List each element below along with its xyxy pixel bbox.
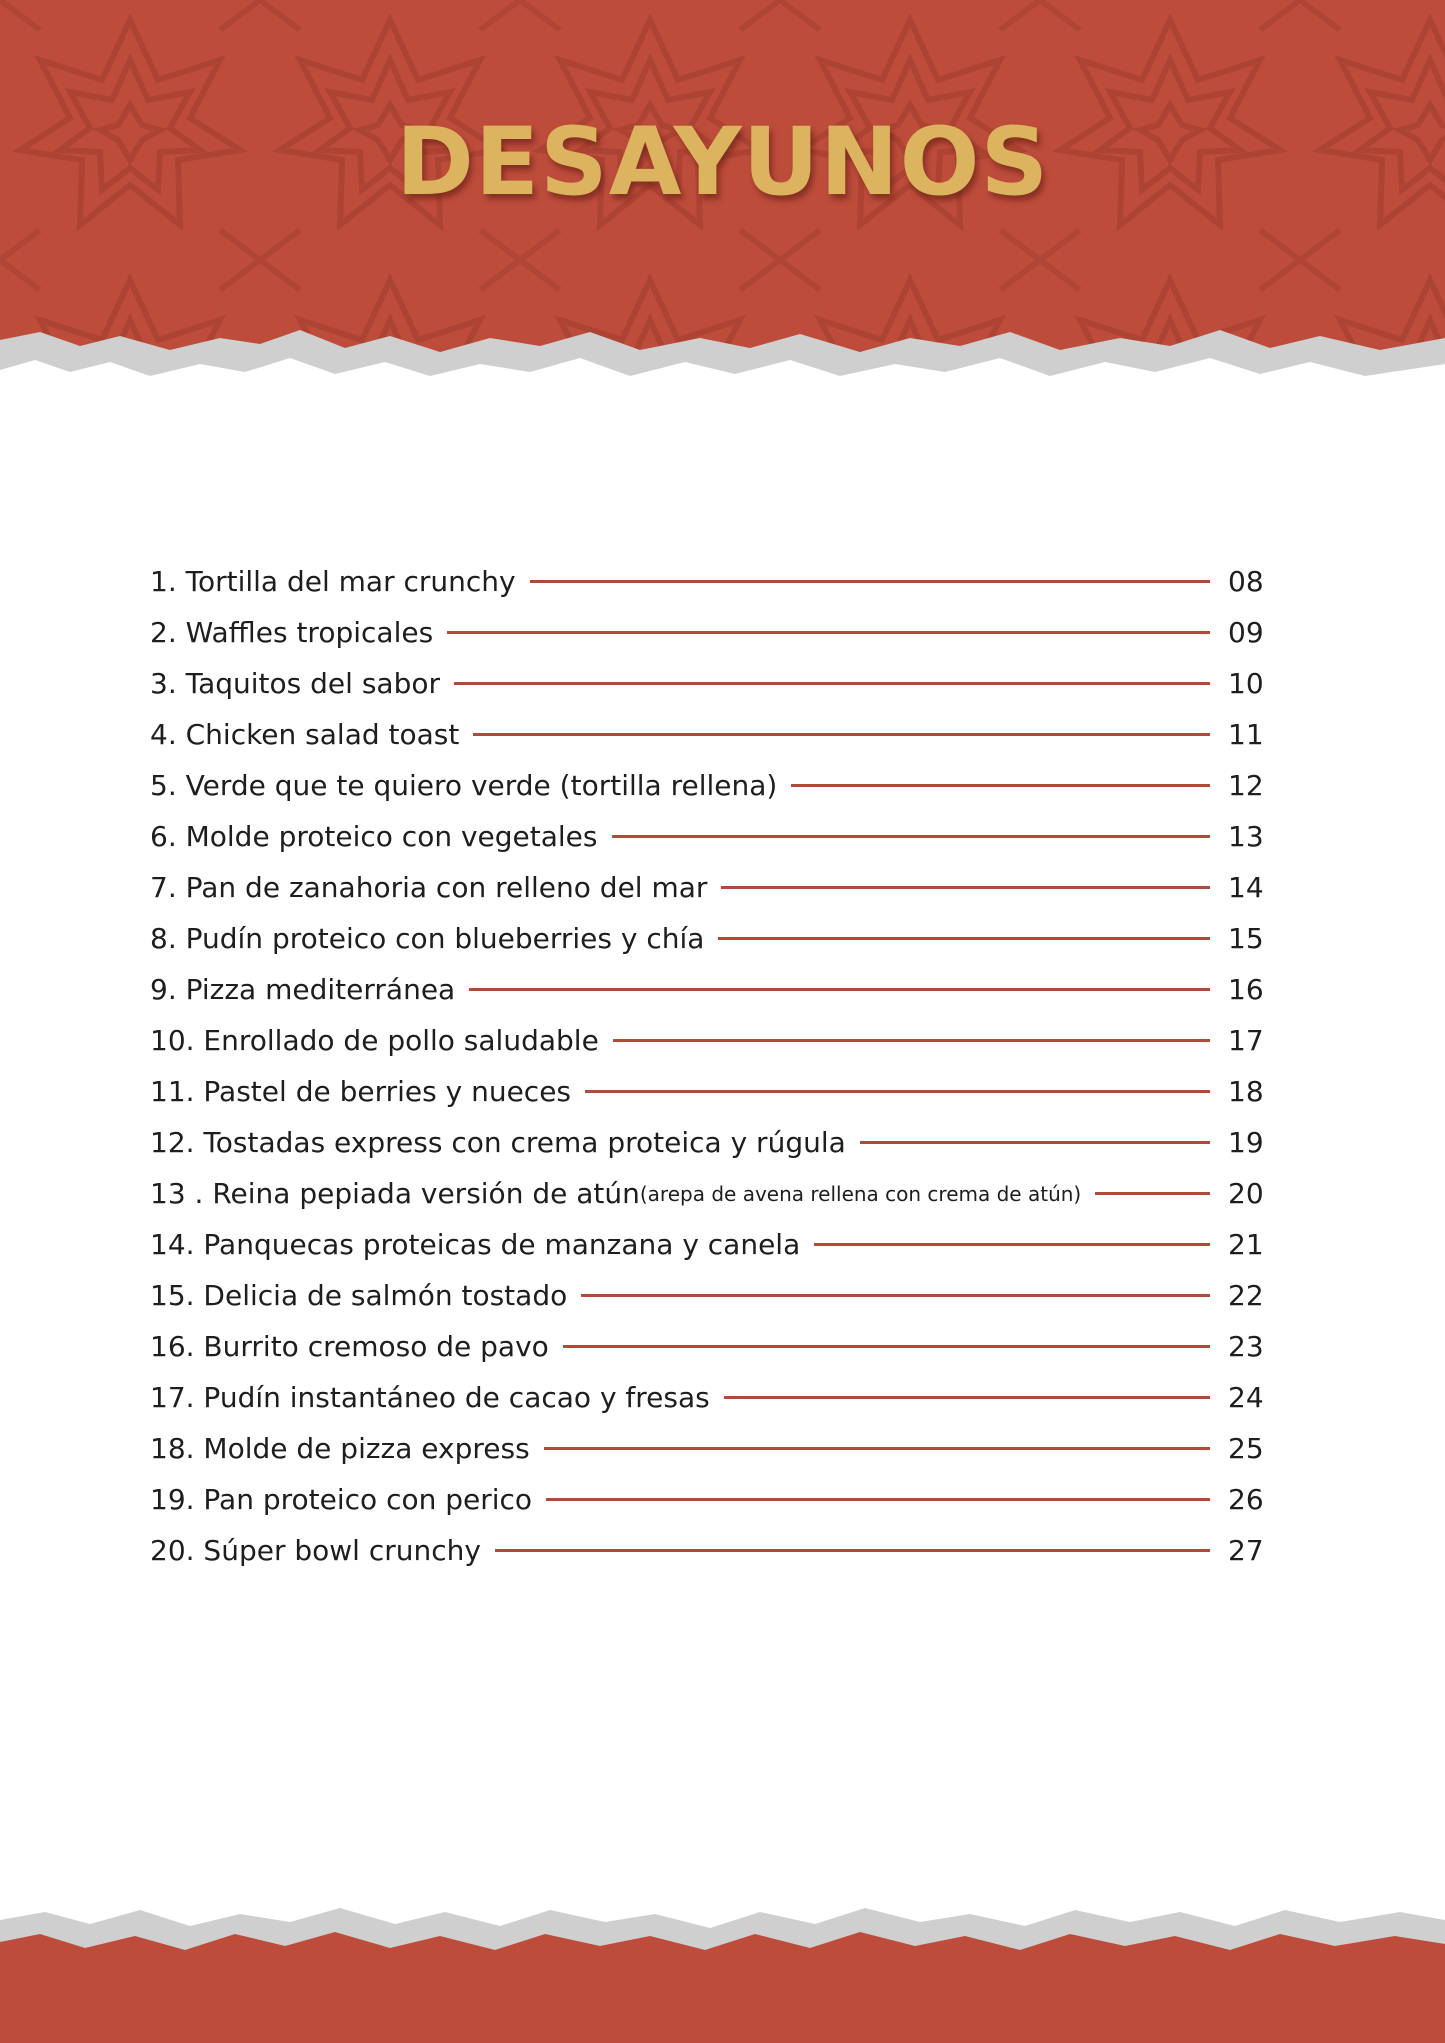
toc-entry-title: 1. Tortilla del mar crunchy <box>150 565 516 598</box>
toc-entry-title: 14. Panquecas proteicas de manzana y canela <box>150 1228 801 1261</box>
toc-entry-title: 5. Verde que te quiero verde (tortilla rellena) <box>150 769 778 802</box>
toc-page-number: 21 <box>1228 1228 1264 1261</box>
toc-entry-title: 19. Pan proteico con perico <box>150 1483 533 1516</box>
toc-leader-line <box>860 1141 1210 1144</box>
toc-leader-line <box>1095 1192 1210 1195</box>
toc-entry-title: 10. Enrollado de pollo saludable <box>150 1024 599 1057</box>
toc-leader-line <box>724 1396 1210 1399</box>
toc-entry-title: 7. Pan de zanahoria con relleno del mar <box>150 871 708 904</box>
toc-page-number: 13 <box>1228 820 1264 853</box>
toc-entry[interactable] <box>150 709 1280 760</box>
footer-banner <box>0 1890 1445 2043</box>
toc-leader-line <box>447 631 1210 634</box>
toc-entry-title: 12. Tostadas express con crema proteica y rúgula <box>150 1126 846 1159</box>
toc-leader-line <box>454 682 1210 685</box>
toc-entry[interactable] <box>150 1117 1280 1168</box>
toc-entry-note: (arepa de avena rellena con crema de atún) <box>639 1181 1082 1206</box>
toc-entry[interactable] <box>150 607 1280 658</box>
toc-entry-title: 20. Súper bowl crunchy <box>150 1534 481 1567</box>
toc-page-number: 12 <box>1228 769 1264 802</box>
toc-entry-title: 17. Pudín instantáneo de cacao y fresas <box>150 1381 710 1414</box>
toc-entry-title: 13 . Reina pepiada versión de atún <box>150 1177 640 1210</box>
toc-entry[interactable] <box>150 913 1280 964</box>
toc-page-number: 22 <box>1228 1279 1264 1312</box>
toc-page-number: 17 <box>1228 1024 1264 1057</box>
toc-page-number: 19 <box>1228 1126 1264 1159</box>
toc-entry-title: 8. Pudín proteico con blueberries y chía <box>150 922 705 955</box>
toc-entry[interactable] <box>150 1372 1280 1423</box>
toc-leader-line <box>718 937 1210 940</box>
toc-entry[interactable] <box>150 964 1280 1015</box>
toc-leader-line <box>546 1498 1210 1501</box>
toc-page-number: 09 <box>1228 616 1264 649</box>
footer-torn-edge <box>0 1890 1445 2043</box>
toc-entry-title: 4. Chicken salad toast <box>150 718 460 751</box>
toc-page-number: 25 <box>1228 1432 1264 1465</box>
toc-page-number: 23 <box>1228 1330 1264 1363</box>
toc-entry[interactable] <box>150 1066 1280 1117</box>
toc-entry[interactable] <box>150 1474 1280 1525</box>
toc-leader-line <box>721 886 1210 889</box>
toc-leader-line <box>469 988 1210 991</box>
toc-entry[interactable] <box>150 1321 1280 1372</box>
header-banner <box>0 0 1445 400</box>
toc-page-number: 14 <box>1228 871 1264 904</box>
toc-entry[interactable] <box>150 658 1280 709</box>
toc-entry-title: 9. Pizza mediterránea <box>150 973 456 1006</box>
toc-entry[interactable] <box>150 811 1280 862</box>
table-of-contents <box>150 556 1280 1576</box>
toc-leader-line <box>563 1345 1210 1348</box>
toc-leader-line <box>791 784 1210 787</box>
toc-page-number: 20 <box>1228 1177 1264 1210</box>
toc-page-number: 15 <box>1228 922 1264 955</box>
page-title: DESAYUNOS <box>395 108 1050 217</box>
toc-page-number: 11 <box>1228 718 1264 751</box>
toc-entry-title: 16. Burrito cremoso de pavo <box>150 1330 549 1363</box>
toc-page-number: 26 <box>1228 1483 1264 1516</box>
toc-page-number: 27 <box>1228 1534 1264 1567</box>
toc-entry[interactable] <box>150 1525 1280 1576</box>
toc-entry[interactable] <box>150 1168 1280 1219</box>
toc-entry[interactable] <box>150 1270 1280 1321</box>
toc-leader-line <box>814 1243 1210 1246</box>
toc-leader-line <box>585 1090 1210 1093</box>
toc-page-number: 08 <box>1228 565 1264 598</box>
toc-leader-line <box>530 580 1210 583</box>
toc-entry-title: 3. Taquitos del sabor <box>150 667 440 700</box>
toc-entry[interactable] <box>150 862 1280 913</box>
toc-page-number: 16 <box>1228 973 1264 1006</box>
toc-entry-title: 11. Pastel de berries y nueces <box>150 1075 572 1108</box>
toc-entry-title: 15. Delicia de salmón tostado <box>150 1279 568 1312</box>
toc-entry[interactable] <box>150 1423 1280 1474</box>
toc-page-number: 18 <box>1228 1075 1264 1108</box>
toc-leader-line <box>612 835 1211 838</box>
toc-leader-line <box>473 733 1210 736</box>
toc-entry-title: 6. Molde proteico con vegetales <box>150 820 598 853</box>
toc-leader-line <box>581 1294 1210 1297</box>
toc-entry[interactable] <box>150 556 1280 607</box>
toc-entry[interactable] <box>150 1015 1280 1066</box>
toc-leader-line <box>613 1039 1210 1042</box>
toc-entry-title: 2. Waffles tropicales <box>150 616 434 649</box>
toc-leader-line <box>544 1447 1210 1450</box>
toc-entry[interactable] <box>150 1219 1280 1270</box>
toc-entry-title: 18. Molde de pizza express <box>150 1432 530 1465</box>
toc-leader-line <box>495 1549 1210 1552</box>
toc-entry[interactable] <box>150 760 1280 811</box>
toc-page-number: 10 <box>1228 667 1264 700</box>
toc-page-number: 24 <box>1228 1381 1264 1414</box>
